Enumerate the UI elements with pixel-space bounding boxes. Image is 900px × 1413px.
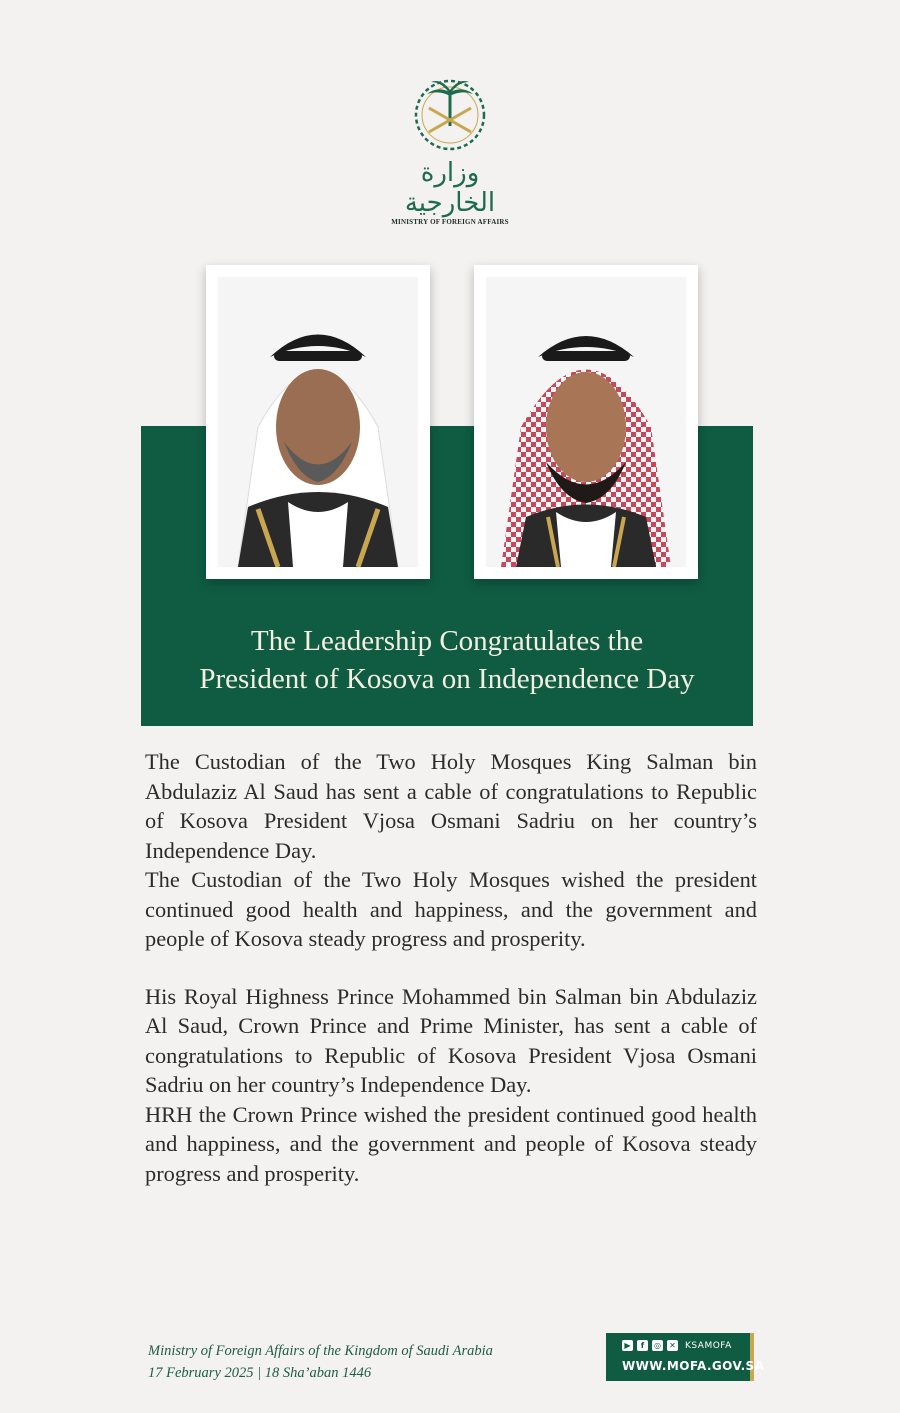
footer-contact-badge[interactable] — [606, 1333, 765, 1381]
youtube-icon[interactable]: ▶ — [622, 1340, 633, 1351]
paragraph-1: The Custodian of the Two Holy Mosques King Salman bin Abdulaziz Al Saud has sent a cable of congratulations to Republic of Kosova President Vjosa Osmani Sadriu on her country’s Independence Day. — [145, 749, 757, 863]
headline-line-2: President of Kosova on Independence Day — [199, 663, 695, 695]
photo-frame-king — [206, 265, 430, 579]
photo-frame-crown-prince — [474, 265, 698, 579]
facebook-icon[interactable]: f — [637, 1340, 648, 1351]
portrait-crown-prince-image — [486, 277, 686, 567]
footer-credits — [148, 1340, 493, 1384]
headline — [141, 622, 753, 698]
ministry-logo — [380, 70, 520, 226]
paragraph-3: His Royal Highness Prince Mohammed bin Salman bin Abdulaziz Al Saud, Crown Prince and Prime Minister, has sent a cable of congratulations to Republic of Kosova President Vjosa Osmani Sadriu on her country’s Independence Day. — [145, 983, 757, 1097]
footer-date: 17 February 2025 | 18 Sha’aban 1446 — [148, 1365, 372, 1381]
instagram-icon[interactable]: ◎ — [652, 1340, 663, 1351]
article-body — [145, 747, 757, 1188]
paragraph-4: HRH the Crown Prince wished the president continued good health and happiness, and the government and people of Kosova steady progress and prosperity. — [145, 1101, 757, 1186]
social-links — [622, 1340, 732, 1351]
x-icon[interactable]: ✕ — [667, 1340, 678, 1351]
paragraph-gap — [145, 954, 757, 982]
website-link[interactable]: WWW.MOFA.GOV.SA — [622, 1359, 765, 1373]
footer-org: Ministry of Foreign Affairs of the Kingdom of Saudi Arabia — [148, 1343, 493, 1359]
social-handle: KSAMOFA — [685, 1340, 732, 1351]
ministry-arabic-name: وزارة الخارجية — [404, 158, 496, 218]
portrait-king-salman-image — [218, 277, 418, 567]
paragraph-2: The Custodian of the Two Holy Mosques wished the president continued good health and happiness, and the government and people of Kosova steady progress and prosperity. — [145, 867, 757, 951]
palm-and-swords-icon — [407, 70, 493, 156]
headline-line-1: The Leadership Congratulates the — [250, 625, 644, 657]
ministry-english-name: MINISTRY OF FOREIGN AFFAIRS — [391, 218, 509, 226]
